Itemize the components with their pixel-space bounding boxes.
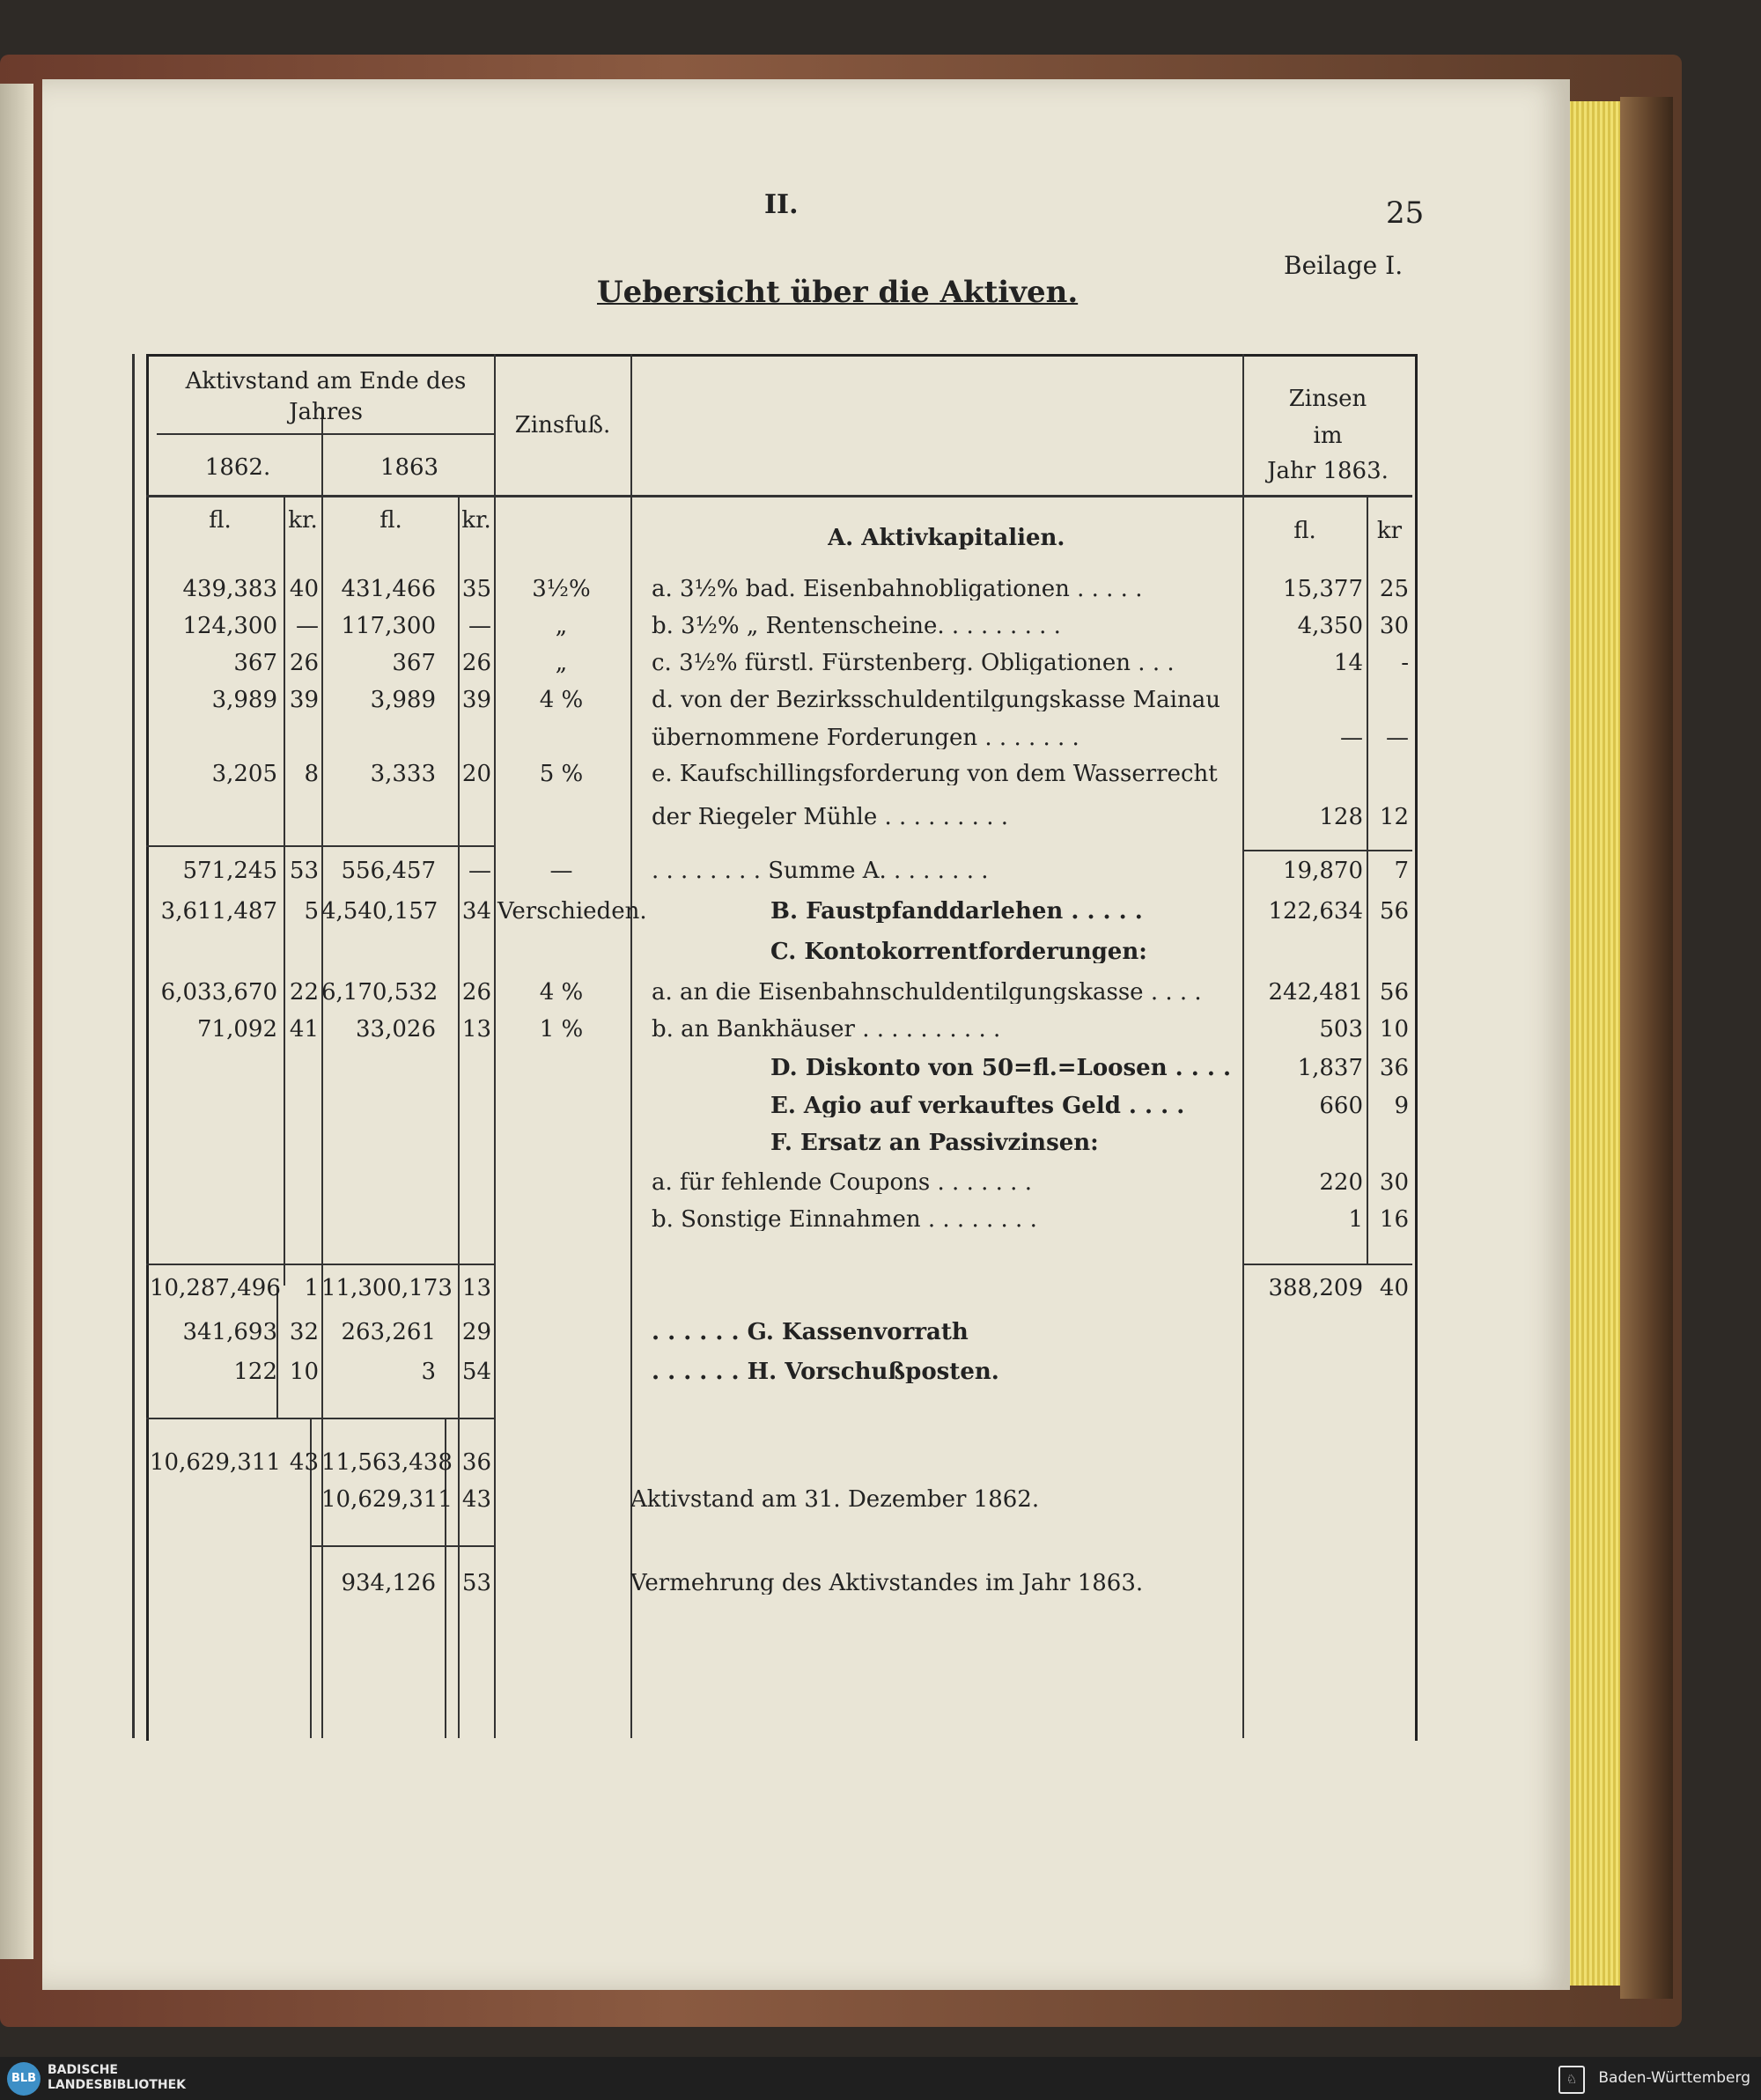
rule-col bbox=[1242, 354, 1244, 1738]
cell-zfl: 15,377 bbox=[1283, 576, 1363, 602]
cell-kr1862: 8 bbox=[304, 761, 319, 787]
cell-description: . . . . . . H. Vorschußposten. bbox=[652, 1360, 999, 1383]
cell-fl1863: 4,540,157 bbox=[321, 898, 438, 925]
header-zinsen-year: Jahr 1863. bbox=[1267, 458, 1389, 484]
unit-kr-zinsen: kr bbox=[1376, 518, 1403, 544]
cell-zkr: - bbox=[1401, 650, 1409, 676]
cell-kr1862: 40 bbox=[289, 576, 319, 602]
cell-zkr: 30 bbox=[1379, 1169, 1409, 1196]
cell-fl1863: 117,300 bbox=[341, 613, 436, 639]
cell-rate: 5 % bbox=[539, 761, 584, 787]
rule-row bbox=[146, 495, 1412, 497]
cell-fl1863: 6,170,532 bbox=[321, 979, 438, 1006]
rule-row bbox=[1242, 850, 1412, 851]
rule-row bbox=[146, 1418, 494, 1419]
cell-fl1862: 3,611,487 bbox=[160, 898, 277, 925]
state-name[interactable]: Baden-Württemberg bbox=[1598, 2069, 1750, 2087]
cell-description: b. Sonstige Einnahmen . . . . . . . . bbox=[652, 1208, 1037, 1231]
cell-zfl: 503 bbox=[1319, 1016, 1363, 1043]
cell-rate: „ bbox=[555, 613, 568, 639]
cell-kr1862: 22 bbox=[289, 979, 319, 1006]
library-name-line1: BADISCHE bbox=[48, 2063, 118, 2077]
cell-description: Vermehrung des Aktivstandes im Jahr 1863. bbox=[630, 1572, 1144, 1595]
cell-kr1863: 29 bbox=[461, 1319, 491, 1345]
cell-fl1862: 10,629,311 bbox=[150, 1449, 281, 1476]
cell-fl1862: 439,383 bbox=[182, 576, 277, 602]
rule-col bbox=[630, 354, 632, 1738]
cell-zfl: 220 bbox=[1319, 1169, 1363, 1196]
cell-kr1862: 39 bbox=[289, 687, 319, 713]
cell-fl1863: 3 bbox=[421, 1359, 436, 1385]
cell-kr1863: 39 bbox=[461, 687, 491, 713]
cell-kr1863: 34 bbox=[461, 898, 491, 925]
cell-description: B. Faustpfanddarlehen . . . . . bbox=[770, 900, 1143, 923]
cell-kr1863: — bbox=[468, 613, 491, 639]
cell-zfl: 19,870 bbox=[1283, 858, 1363, 884]
cell-kr1862: 5 bbox=[304, 898, 319, 925]
cell-fl1863: 263,261 bbox=[341, 1319, 436, 1345]
cell-rate: 3½% bbox=[532, 576, 591, 602]
cell-zkr: 40 bbox=[1379, 1275, 1409, 1301]
header-year-1863: 1863 bbox=[379, 454, 439, 481]
cell-description: c. 3½% fürstl. Fürstenberg. Obligationen . . . bbox=[652, 652, 1175, 674]
cell-zkr: 12 bbox=[1379, 804, 1409, 830]
rule-col bbox=[458, 497, 460, 1738]
cell-fl1862: 122 bbox=[233, 1359, 277, 1385]
rule-col bbox=[132, 354, 135, 1738]
cell-fl1863: 33,026 bbox=[356, 1016, 436, 1043]
cell-zfl: 128 bbox=[1319, 804, 1363, 830]
cell-rate: 4 % bbox=[539, 979, 584, 1006]
cell-description: F. Ersatz an Passivzinsen: bbox=[770, 1131, 1099, 1154]
cell-kr1863: 26 bbox=[461, 979, 491, 1006]
cell-rate: — bbox=[549, 858, 573, 884]
cell-fl1862: 10,287,496 bbox=[150, 1275, 281, 1301]
cell-description: C. Kontokorrentforderungen: bbox=[770, 940, 1147, 963]
rule-col bbox=[494, 354, 496, 1738]
blb-logo-icon[interactable]: BLB bbox=[7, 2062, 41, 2096]
unit-kr-1862: kr. bbox=[288, 507, 318, 534]
cell-fl1863: 367 bbox=[392, 650, 436, 676]
cell-zkr: 56 bbox=[1379, 898, 1409, 925]
cell-kr1863: 13 bbox=[461, 1275, 491, 1301]
footer-bar bbox=[0, 2057, 1761, 2100]
cell-description: . . . . . . G. Kassenvorrath bbox=[652, 1321, 969, 1344]
cell-kr1862: 1 bbox=[304, 1275, 319, 1301]
rule-row bbox=[1242, 1264, 1412, 1265]
header-zinsfuss: Zinsfuß. bbox=[514, 412, 611, 438]
unit-fl-1863: fl. bbox=[379, 507, 402, 534]
rule-row bbox=[146, 845, 494, 847]
cell-zfl: — bbox=[1340, 725, 1363, 751]
cell-kr1862: 32 bbox=[289, 1319, 319, 1345]
cell-kr1862: 53 bbox=[289, 858, 319, 884]
cell-fl1863: 3,989 bbox=[370, 687, 436, 713]
cell-kr1863: 35 bbox=[461, 576, 491, 602]
cell-fl1862: 3,989 bbox=[211, 687, 277, 713]
cell-zfl: 388,209 bbox=[1268, 1275, 1363, 1301]
cell-zkr: 56 bbox=[1379, 979, 1409, 1006]
cell-zfl: 14 bbox=[1333, 650, 1363, 676]
cell-zfl: 1 bbox=[1348, 1206, 1363, 1233]
unit-fl-zinsen: fl. bbox=[1293, 518, 1316, 544]
cell-rate: „ bbox=[555, 650, 568, 676]
rule-row bbox=[146, 1264, 494, 1265]
cell-fl1863: 431,466 bbox=[341, 576, 436, 602]
cell-description: d. von der Bezirksschuldentilgungskasse Mainau bbox=[652, 689, 1220, 711]
cell-description: übernommene Forderungen . . . . . . . bbox=[652, 726, 1079, 749]
cell-kr1862: 26 bbox=[289, 650, 319, 676]
rule-col bbox=[321, 409, 323, 1738]
cell-description: b. an Bankhäuser . . . . . . . . . . bbox=[652, 1018, 1001, 1041]
header-year-1862: 1862. bbox=[204, 454, 271, 481]
cell-description: a. für fehlende Coupons . . . . . . . bbox=[652, 1171, 1032, 1194]
cell-description: A. Aktivkapitalien. bbox=[828, 527, 1065, 549]
cell-zfl: 242,481 bbox=[1268, 979, 1363, 1006]
cell-zkr: 10 bbox=[1379, 1016, 1409, 1043]
page-number: 25 bbox=[1386, 195, 1425, 231]
cell-kr1863: — bbox=[468, 858, 491, 884]
cell-fl1863: 10,629,311 bbox=[321, 1486, 453, 1513]
cell-kr1862: 10 bbox=[289, 1359, 319, 1385]
table-frame bbox=[146, 354, 1418, 1741]
rule-col bbox=[276, 1286, 278, 1418]
cell-kr1863: 53 bbox=[461, 1570, 491, 1596]
unit-fl-1862: fl. bbox=[209, 507, 232, 534]
cell-zfl: 1,837 bbox=[1297, 1055, 1363, 1081]
header-zinsen-im: im bbox=[1313, 423, 1343, 449]
cell-kr1863: 43 bbox=[461, 1486, 491, 1513]
cell-zkr: 30 bbox=[1379, 613, 1409, 639]
cell-kr1863: 54 bbox=[461, 1359, 491, 1385]
cell-description: a. 3½% bad. Eisenbahnobligationen . . . . . bbox=[652, 578, 1143, 601]
cell-zfl: 660 bbox=[1319, 1093, 1363, 1119]
cell-description: Aktivstand am 31. Dezember 1862. bbox=[630, 1488, 1040, 1511]
cell-description: b. 3½% „ Rentenscheine. . . . . . . . . bbox=[652, 615, 1061, 637]
cell-kr1863: 13 bbox=[461, 1016, 491, 1043]
cell-zkr: — bbox=[1386, 725, 1409, 751]
cell-fl1863: 934,126 bbox=[341, 1570, 436, 1596]
cell-kr1862: 43 bbox=[289, 1449, 319, 1476]
cell-fl1862: 124,300 bbox=[182, 613, 277, 639]
cell-description: D. Diskonto von 50=fl.=Loosen . . . . bbox=[770, 1057, 1232, 1079]
page-title: Uebersicht über die Aktiven. bbox=[597, 275, 1079, 310]
cell-description: . . . . . . . . Summe A. . . . . . . . bbox=[652, 859, 989, 882]
cell-kr1862: — bbox=[296, 613, 319, 639]
cell-description: der Riegeler Mühle . . . . . . . . . bbox=[652, 806, 1009, 829]
cell-kr1863: 20 bbox=[461, 761, 491, 787]
cell-fl1862: 6,033,670 bbox=[160, 979, 277, 1006]
cell-fl1862: 367 bbox=[233, 650, 277, 676]
rule-row bbox=[310, 1545, 494, 1547]
cell-description: e. Kaufschillingsforderung von dem Wasserrecht bbox=[652, 763, 1218, 785]
cell-fl1863: 556,457 bbox=[341, 858, 436, 884]
cell-kr1862: 41 bbox=[289, 1016, 319, 1043]
cell-fl1863: 3,333 bbox=[370, 761, 436, 787]
cell-kr1863: 26 bbox=[461, 650, 491, 676]
rule-row bbox=[157, 433, 494, 435]
cell-zkr: 25 bbox=[1379, 576, 1409, 602]
cell-zkr: 36 bbox=[1379, 1055, 1409, 1081]
cell-fl1863: 11,300,173 bbox=[321, 1275, 453, 1301]
cell-description: a. an die Eisenbahnschuldentilgungskasse . . . . bbox=[652, 981, 1202, 1004]
header-activstand: Aktivstand am Ende des bbox=[185, 368, 467, 394]
library-name-line2: LANDESBIBLIOTHEK bbox=[48, 2078, 187, 2092]
cell-description: E. Agio auf verkauftes Geld . . . . bbox=[770, 1094, 1185, 1117]
cell-fl1862: 3,205 bbox=[211, 761, 277, 787]
book-spine bbox=[1620, 97, 1673, 1999]
state-coat-of-arms-icon: ♘ bbox=[1558, 2066, 1585, 2094]
unit-kr-1863: kr. bbox=[461, 507, 491, 534]
cell-rate: Verschieden. bbox=[497, 898, 647, 925]
cell-fl1862: 571,245 bbox=[182, 858, 277, 884]
cell-zkr: 9 bbox=[1394, 1093, 1409, 1119]
header-zinsen: Zinsen bbox=[1288, 386, 1367, 412]
section-number: II. bbox=[764, 189, 799, 220]
appendix-label: Beilage I. bbox=[1284, 251, 1404, 280]
cell-kr1863: 36 bbox=[461, 1449, 491, 1476]
cell-zfl: 4,350 bbox=[1297, 613, 1363, 639]
cell-rate: 1 % bbox=[539, 1016, 584, 1043]
header-activstand-line2: Jahres bbox=[289, 399, 363, 425]
cell-fl1862: 71,092 bbox=[197, 1016, 277, 1043]
cell-zkr: 16 bbox=[1379, 1206, 1409, 1233]
cell-zfl: 122,634 bbox=[1268, 898, 1363, 925]
left-page-edge bbox=[0, 84, 33, 1959]
cell-rate: 4 % bbox=[539, 687, 584, 713]
library-name[interactable] bbox=[48, 2063, 186, 2093]
cell-zkr: 7 bbox=[1394, 858, 1409, 884]
cell-fl1863: 11,563,438 bbox=[321, 1449, 453, 1476]
cell-fl1862: 341,693 bbox=[182, 1319, 277, 1345]
